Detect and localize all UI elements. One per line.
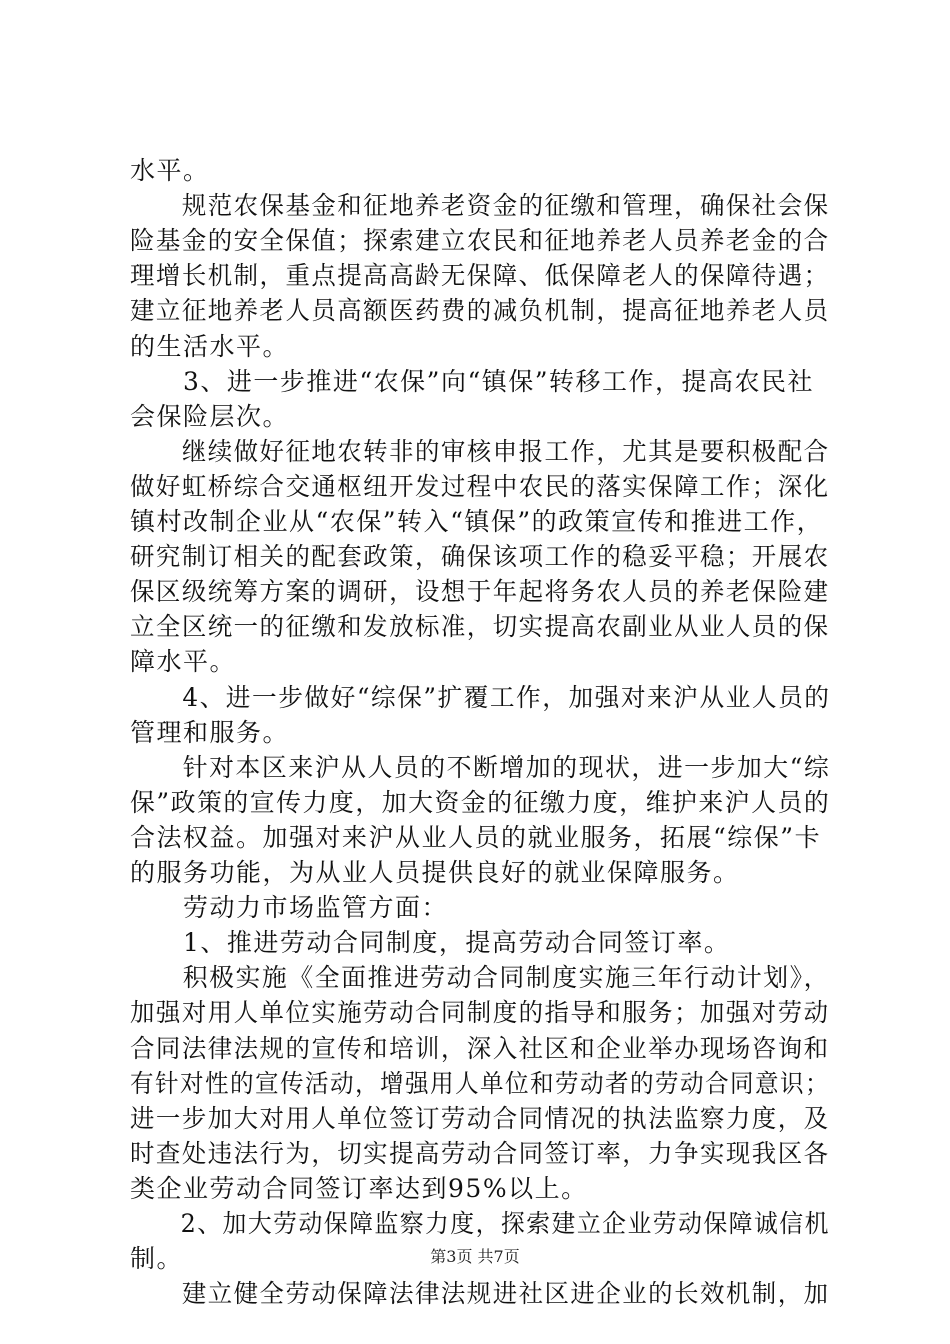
- text-line: 类企业劳动合同签订率达到95%以上。: [130, 1173, 588, 1203]
- text-line: 积极实施《全面推进劳动合同制度实施三年行动计划》，: [130, 963, 831, 993]
- text-line: 针对本区来沪从人员的不断增加的现状，进一步加大“综: [130, 752, 831, 782]
- text-line: 4、进一步做好“综保”扩覆工作，加强对来沪从业人员的: [130, 682, 831, 712]
- page-footer: 第3页 共7页: [430, 1247, 520, 1266]
- text-line: 研究制订相关的配套政策，确保该项工作的稳妥平稳；开展农: [130, 542, 830, 572]
- text-line: 加强对用人单位实施劳动合同制度的指导和服务；加强对劳动: [130, 998, 830, 1028]
- text-line: 2、加大劳动保障监察力度，探索建立企业劳动保障诚信机: [130, 1209, 830, 1238]
- text-line: 会保险层次。: [130, 401, 290, 431]
- text-line: 3、进一步推进“农保”向“镇保”转移工作，提高农民社: [130, 366, 815, 396]
- text-line: 的服务功能，为从业人员提供良好的就业保障服务。: [130, 858, 740, 887]
- text-line: 保”政策的宣传力度，加大资金的征缴力度，维护来沪人员的: [130, 787, 831, 817]
- text-line: 继续做好征地农转非的审核申报工作，尤其是要积极配合: [130, 436, 830, 466]
- text-line: 镇村改制企业从“农保”转入“镇保”的政策宣传和推进工作，: [130, 507, 824, 536]
- text-line: 管理和服务。: [130, 717, 290, 747]
- text-line: 障水平。: [130, 647, 237, 677]
- text-line: 建立健全劳动保障法律法规进社区进企业的长效机制，加: [130, 1279, 830, 1309]
- text-line: 有针对性的宣传活动，增强用人单位和劳动者的劳动合同意识；: [130, 1068, 831, 1098]
- text-line: 劳动力市场监管方面：: [130, 893, 449, 923]
- text-line: 制。: [130, 1244, 184, 1274]
- text-line: 规范农保基金和征地养老资金的征缴和管理，确保社会保: [130, 191, 830, 221]
- text-line: 1、推进劳动合同制度，提高劳动合同签订率。: [130, 928, 731, 958]
- text-line: 时查处违法行为，切实提高劳动合同签订率，力争实现我区各: [130, 1138, 830, 1168]
- text-line: 水平。: [130, 156, 210, 185]
- text-line: 做好虹桥综合交通枢纽开发过程中农民的落实保障工作；深化: [130, 471, 830, 501]
- text-line: 理增长机制，重点提高高龄无保障、低保障老人的保障待遇；: [130, 261, 830, 291]
- text-line: 建立征地养老人员高额医药费的减负机制，提高征地养老人员: [130, 296, 830, 326]
- text-line: 合法权益。加强对来沪从业人员的就业服务，拓展“综保”卡: [130, 822, 822, 852]
- text-line: 合同法律法规的宣传和培训，深入社区和企业举办现场咨询和: [130, 1033, 830, 1063]
- text-line: 进一步加大对用人单位签订劳动合同情况的执法监察力度，及: [130, 1103, 830, 1133]
- text-line: 险基金的安全保值；探索建立农民和征地养老人员养老金的合: [130, 226, 830, 256]
- text-line: 的生活水平。: [130, 331, 290, 361]
- text-line: 保区级统筹方案的调研，设想于年起将务农人员的养老保险建: [130, 577, 830, 607]
- text-line: 立全区统一的征缴和发放标准，切实提高农副业从业人员的保: [130, 612, 830, 642]
